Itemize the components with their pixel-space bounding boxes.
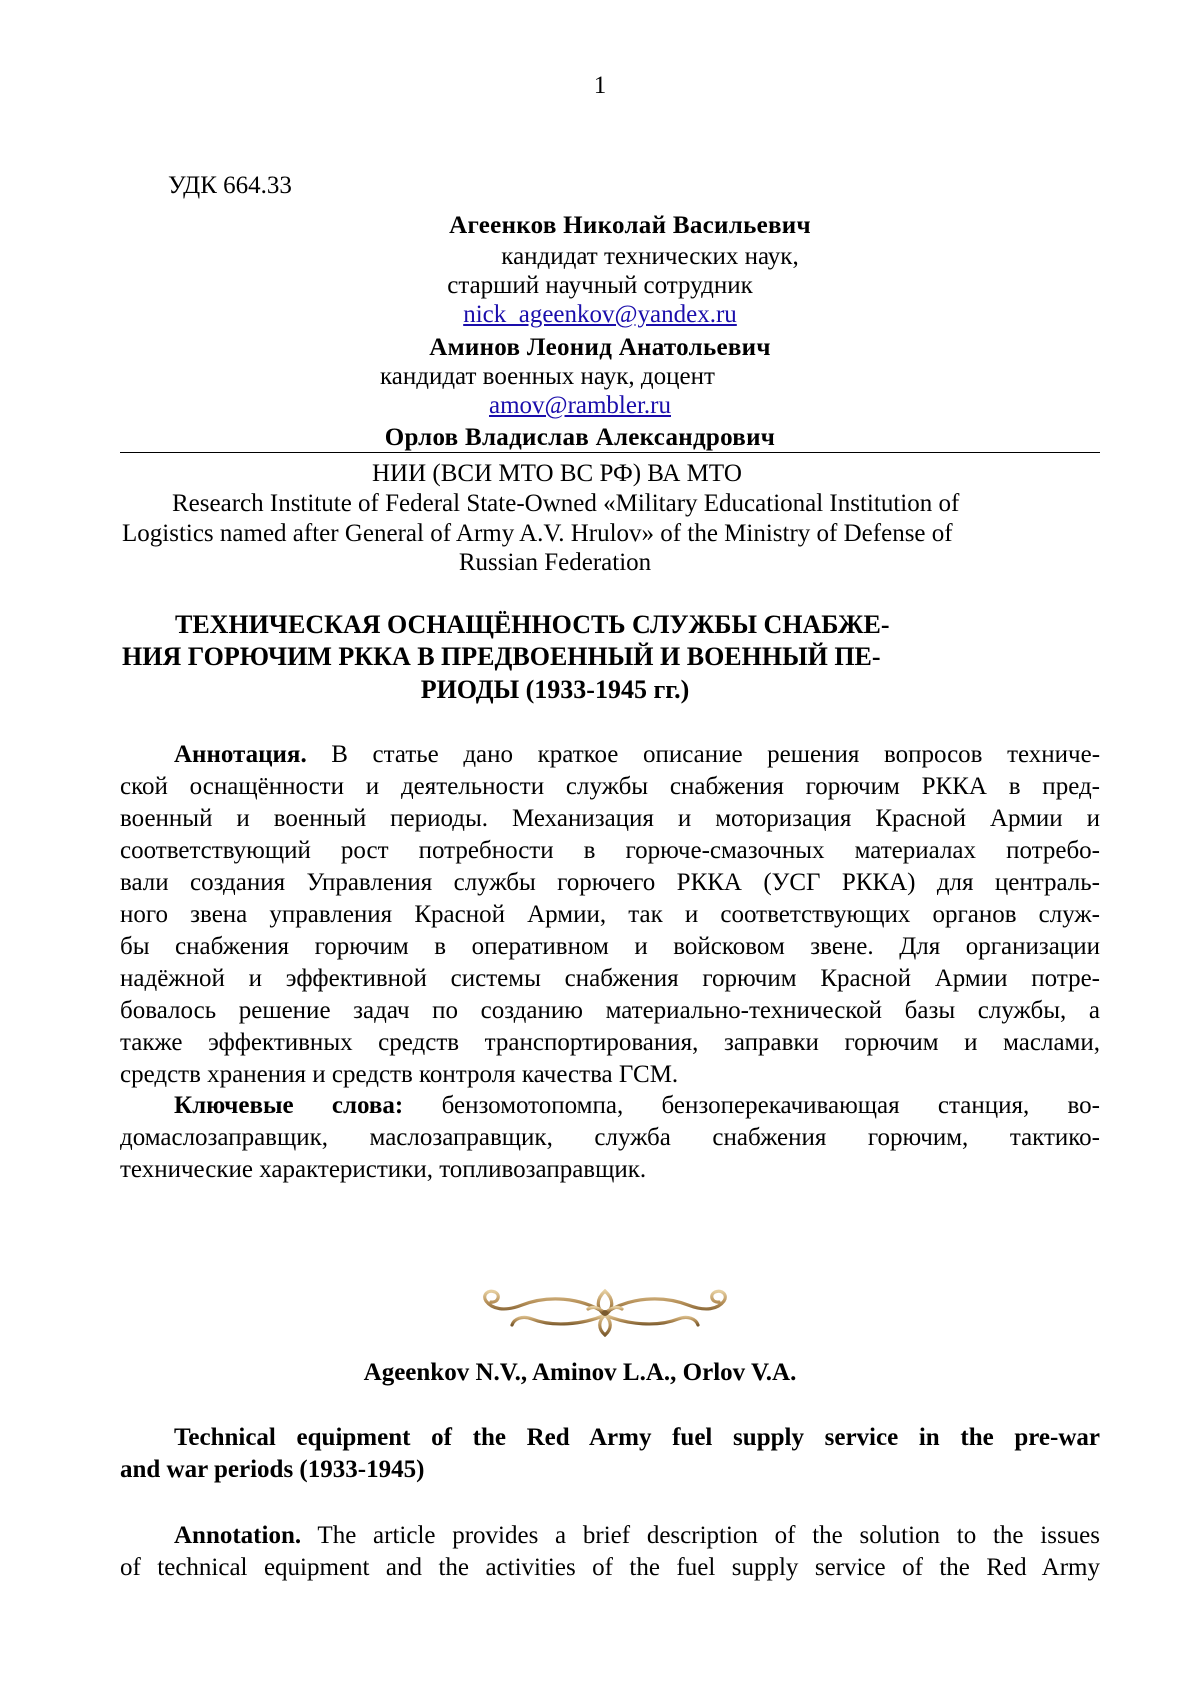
abstract-ru-line-10: также эффективных средств транспортирования, заправки горючим и маслами, [120, 1029, 1100, 1056]
author-2-email[interactable] [430, 390, 730, 422]
title-ru-line-1: ТЕХНИЧЕСКАЯ ОСНАЩЁННОСТЬ СЛУЖБЫ СНАБЖЕ- [175, 610, 890, 639]
author-2-degree: кандидат военных наук, доцент [380, 363, 715, 390]
author-1-email-link[interactable]: nick_ageenkov@yandex.ru [463, 301, 737, 328]
abstract-ru-line-6: ного звена управления Красной Армии, так и соответствующих органов служ- [120, 901, 1100, 928]
abstract-en-label: Annotation. [174, 1522, 302, 1549]
author-name-3: Орлов Владислав Александрович [384, 424, 776, 451]
affiliation-en-line-3: Russian Federation [458, 549, 652, 576]
affiliation-en-line-2: Logistics named after General of Army A.V. Hrulov» of the Ministry of Defense of [122, 520, 953, 547]
udk-code: УДК 664.33 [168, 172, 292, 199]
title-ru-line-3: РИОДЫ (1933-1945 гг.) [420, 675, 690, 704]
title-ru-line-2: НИЯ ГОРЮЧИМ РККА В ПРЕДВОЕННЫЙ И ВОЕННЫЙ ПЕ- [122, 642, 881, 671]
abstract-ru-line-5: вали создания Управления службы горючего РККА (УСГ РККА) для централь- [120, 869, 1100, 896]
author-name-1: Агеенков Николай Васильевич [449, 212, 811, 239]
abstract-ru-line-11: средств хранения и средств контроля качества ГСМ. [120, 1061, 679, 1088]
page-number: 1 [593, 72, 607, 99]
abstract-ru-label: Аннотация. [174, 741, 307, 768]
author-1-position: старший научный сотрудник [447, 272, 753, 299]
abstract-ru-line-7: бы снабжения горючим в оперативном и войсковом звене. Для организации [120, 933, 1100, 960]
keywords-ru-label: Ключевые слова: [174, 1092, 404, 1119]
abstract-ru-line-3: военный и военный периоды. Механизация и моторизация Красной Армии и [120, 805, 1100, 832]
abstract-ru-line-4: соответствующий рост потребности в горюче-смазочных материалах потребо- [120, 837, 1100, 864]
author-name-2: Аминов Леонид Анатольевич [429, 334, 771, 361]
affiliation-ru: НИИ (ВСИ МТО ВС РФ) ВА МТО [372, 460, 742, 487]
affiliation-en-line-1: Research Institute of Federal State-Owned «Military Educational Institution of [172, 490, 960, 517]
abstract-ru-line-9: бовалось решение задач по созданию материально-технической базы службы, а [120, 997, 1100, 1024]
title-en [120, 1422, 1100, 1486]
header-rule [120, 452, 1100, 453]
author-1-degree: кандидат технических наук, [501, 243, 799, 270]
author-1-email[interactable] [350, 299, 850, 331]
authors-en: Ageenkov N.V., Aminov L.A., Orlov V.A. [363, 1359, 797, 1386]
ornamental-divider-icon [470, 1283, 740, 1341]
keywords-ru-line-2: домаслозаправщик, маслозаправщик, служба снабжения горючим, тактико- [120, 1124, 1100, 1151]
abstract-en-text-1: The article provides a brief description of the solution to the issues [317, 1522, 1100, 1549]
abstract-ru [120, 739, 1100, 1091]
keywords-ru-line-1 [120, 1090, 1100, 1122]
keywords-ru-line-3: технические характеристики, топливозаправщик. [120, 1156, 647, 1183]
abstract-en [120, 1520, 1100, 1584]
keywords-ru [120, 1090, 1100, 1186]
abstract-en-line-2: of technical equipment and the activities of the fuel supply service of the Red Army [120, 1554, 1100, 1581]
author-2-email-link[interactable]: amov@rambler.ru [489, 392, 671, 419]
title-en-line-1: Technical equipment of the Red Army fuel supply service in the pre-war [174, 1424, 1100, 1451]
abstract-ru-line-2: ской оснащённости и деятельности службы снабжения горючим РККА в пред- [120, 773, 1100, 800]
abstract-ru-line-8: надёжной и эффективной системы снабжения горючим Красной Армии потре- [120, 965, 1100, 992]
title-en-line-2: and war periods (1933-1945) [120, 1456, 425, 1483]
abstract-ru-line-1 [120, 739, 1100, 771]
abstract-en-line-1 [120, 1520, 1100, 1552]
keywords-ru-text-1: бензомотопомпа, бензоперекачивающая станция, во- [441, 1092, 1100, 1119]
abstract-ru-text-1: В статье дано краткое описание решения вопросов техниче- [331, 741, 1100, 768]
